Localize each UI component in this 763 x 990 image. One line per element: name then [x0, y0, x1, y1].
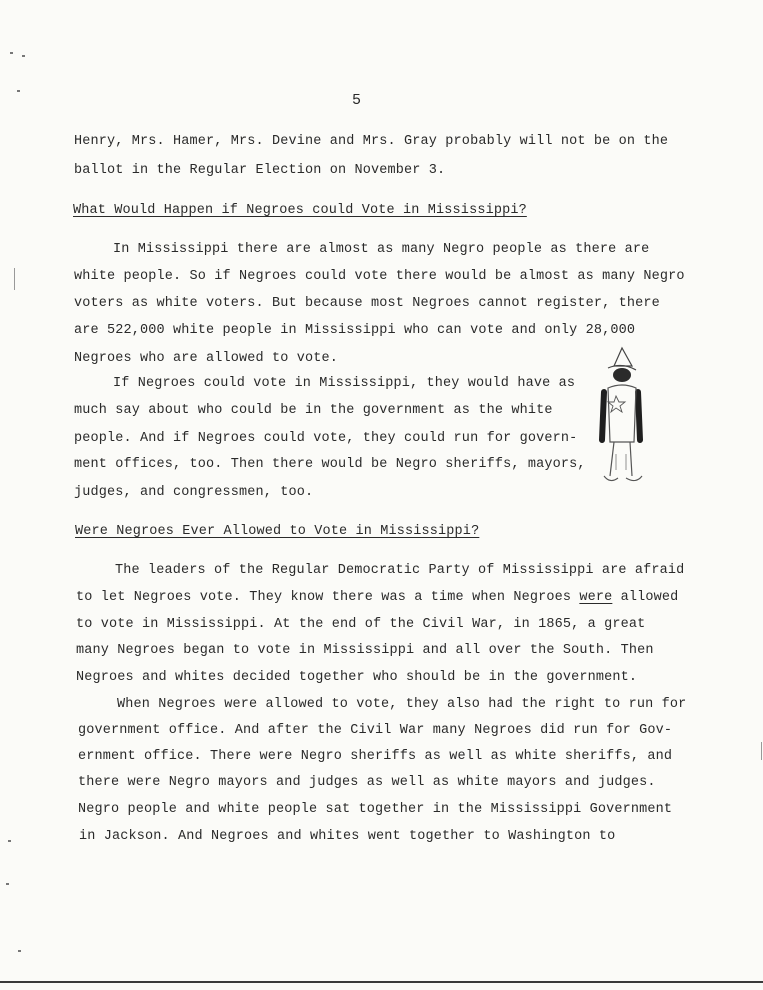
scan-speck: [22, 55, 25, 57]
body-line: voters as white voters. But because most Negroes cannot register, there: [74, 296, 660, 311]
body-line: If Negroes could vote in Mississippi, they would have as: [113, 376, 576, 391]
body-line: Henry, Mrs. Hamer, Mrs. Devine and Mrs. Gray probably will not be on the: [74, 134, 669, 149]
text-run: allowed: [612, 590, 679, 605]
body-line: many Negroes began to vote in Mississippi and all over the South. Then: [76, 643, 654, 658]
body-line: judges, and congressmen, too.: [74, 485, 314, 500]
scan-speck: [18, 950, 21, 952]
body-line: [76, 590, 678, 605]
body-line: Negro people and white people sat together in the Mississippi Government: [78, 802, 673, 817]
scan-speck: [8, 840, 11, 842]
emphasis-were: were: [579, 590, 613, 605]
scan-speck: [10, 52, 13, 54]
body-line: ment offices, too. Then there would be Negro sheriffs, mayors,: [74, 457, 586, 472]
body-line: The leaders of the Regular Democratic Party of Mississippi are afraid: [115, 563, 685, 578]
section-heading-history: Were Negroes Ever Allowed to Vote in Mississippi?: [75, 524, 480, 539]
scan-speck: [17, 90, 20, 92]
standing-figure-icon: [586, 344, 646, 494]
scan-mark: [761, 742, 762, 760]
body-line: ernment office. There were Negro sheriffs as well as white sheriffs, and: [78, 749, 673, 764]
body-line: are 522,000 white people in Mississippi who can vote and only 28,000: [74, 323, 636, 338]
body-line: government office. And after the Civil War many Negroes did run for Gov-: [78, 723, 673, 738]
body-line: to vote in Mississippi. At the end of the Civil War, in 1865, a great: [76, 617, 646, 632]
body-line: in Jackson. And Negroes and whites went together to Washington to: [79, 829, 616, 844]
body-line: much say about who could be in the government as the white: [74, 403, 553, 418]
body-line: there were Negro mayors and judges as well as white mayors and judges.: [78, 775, 656, 790]
body-line: white people. So if Negroes could vote there would be almost as many Negro: [74, 269, 685, 284]
body-line: Negroes and whites decided together who should be in the government.: [76, 670, 638, 685]
text-run: to let Negroes vote. They know there was a time when Negroes: [76, 590, 580, 605]
section-heading-vote: What Would Happen if Negroes could Vote in Mississippi?: [73, 203, 527, 218]
scan-speck: [6, 883, 9, 885]
body-line: ballot in the Regular Election on November 3.: [74, 163, 446, 178]
body-line: Negroes who are allowed to vote.: [74, 351, 339, 366]
body-line: When Negroes were allowed to vote, they also had the right to run for: [117, 697, 687, 712]
body-line: In Mississippi there are almost as many Negro people as there are: [113, 242, 650, 257]
scan-mark: [14, 268, 15, 290]
page-number: 5: [352, 92, 362, 109]
bottom-rule: [0, 981, 763, 983]
body-line: people. And if Negroes could vote, they could run for govern-: [74, 431, 578, 446]
